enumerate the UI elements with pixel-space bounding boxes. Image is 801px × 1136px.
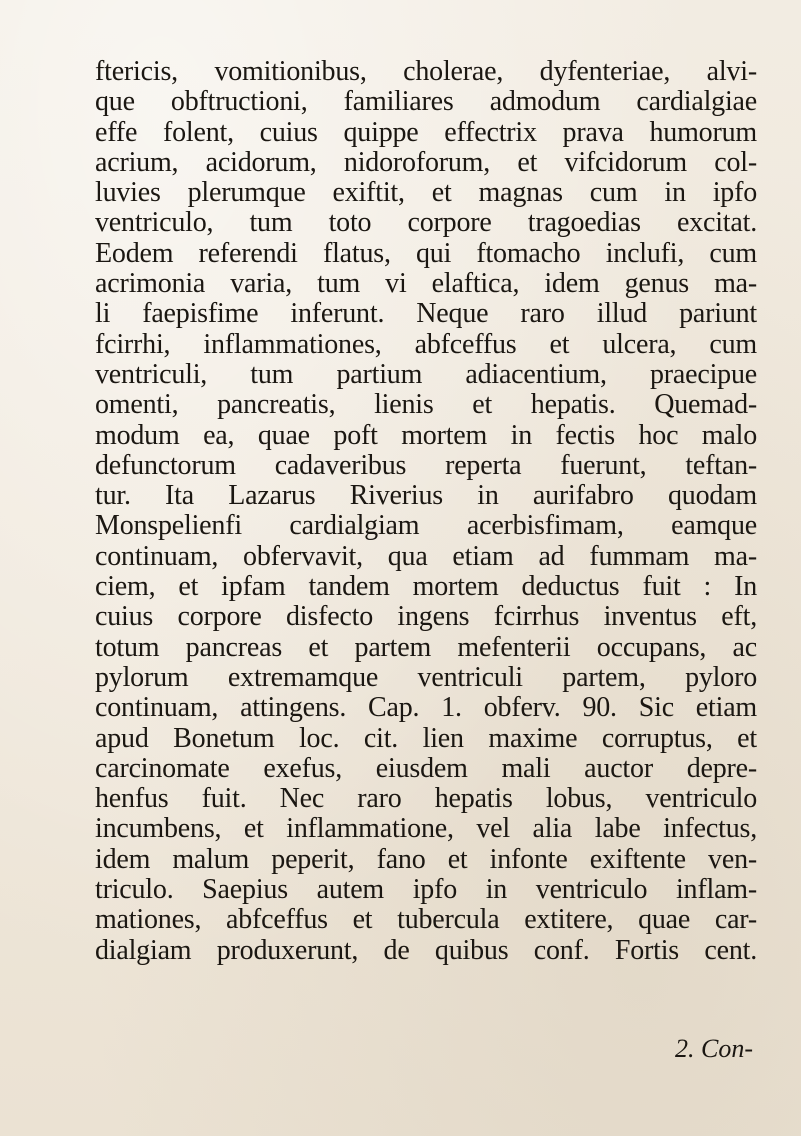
text-line: Eodem referendi flatus, qui ftomacho inclufi, cum (95, 237, 757, 269)
text-line: henfus fuit. Nec raro hepatis lobus, ventriculo (95, 783, 757, 815)
text-line: Monspelienfi cardialgiam acerbisfimam, eamque (95, 510, 757, 542)
text-line: ventriculi, tum partium adiacentium, praecipue (95, 358, 757, 390)
text-line: triculo. Saepius autem ipfo in ventriculo inflam- (95, 874, 757, 906)
text-line: apud Bonetum loc. cit. lien maxime corruptus, et (95, 722, 757, 754)
text-line: ftericis, vomitionibus, cholerae, dyfenteriae, alvi- (95, 56, 757, 87)
text-line: cuius corpore disfecto ingens fcirrhus inventus eft, (95, 601, 757, 633)
text-line: idem malum peperit, fano et infonte exiftente ven- (95, 843, 757, 875)
text-line: continuam, attingens. Cap. 1. obferv. 90. Sic etiam (95, 692, 757, 724)
text-line: effe folent, cuius quippe effectrix prava humorum (95, 116, 757, 148)
text-line: pylorum extremamque ventriculi partem, pyloro (95, 661, 757, 693)
text-line: continuam, obfervavit, qua etiam ad fummam ma- (95, 540, 757, 572)
text-line: li faepisfime inferunt. Neque raro illud pariunt (95, 298, 757, 330)
text-line: que obftructioni, familiares admodum cardialgiae (95, 86, 757, 118)
text-line: carcinomate exefus, eiusdem mali auctor depre- (95, 752, 757, 784)
text-line: incumbens, et inflammatione, vel alia labe infectus, (95, 813, 757, 845)
text-line: totum pancreas et partem mefenterii occupans, ac (95, 631, 757, 663)
text-line: omenti, pancreatis, lienis et hepatis. Quemad- (95, 389, 757, 421)
body-text (95, 57, 757, 966)
text-line: ciem, et ipfam tandem mortem deductus fuit : In (95, 571, 757, 603)
text-line: fcirrhi, inflammationes, abfceffus et ulcera, cum (95, 328, 757, 360)
text-line: ventriculo, tum toto corpore tragoedias excitat. (95, 207, 757, 239)
text-line: acrimonia varia, tum vi elaftica, idem genus ma- (95, 268, 757, 300)
catchword: 2. Con- (675, 1034, 753, 1063)
text-line: defunctorum cadaveribus reperta fuerunt, teftan- (95, 449, 757, 481)
text-line: dialgiam produxerunt, de quibus conf. Fortis cent. (95, 934, 757, 966)
text-line: acrium, acidorum, nidoroforum, et vifcidorum col- (95, 146, 757, 178)
text-line: luvies plerumque exiftit, et magnas cum in ipfo (95, 177, 757, 209)
text-line: tur. Ita Lazarus Riverius in aurifabro quodam (95, 480, 757, 512)
text-line: mationes, abfceffus et tubercula extitere, quae car- (95, 904, 757, 936)
text-line: modum ea, quae poft mortem in fectis hoc malo (95, 419, 757, 451)
